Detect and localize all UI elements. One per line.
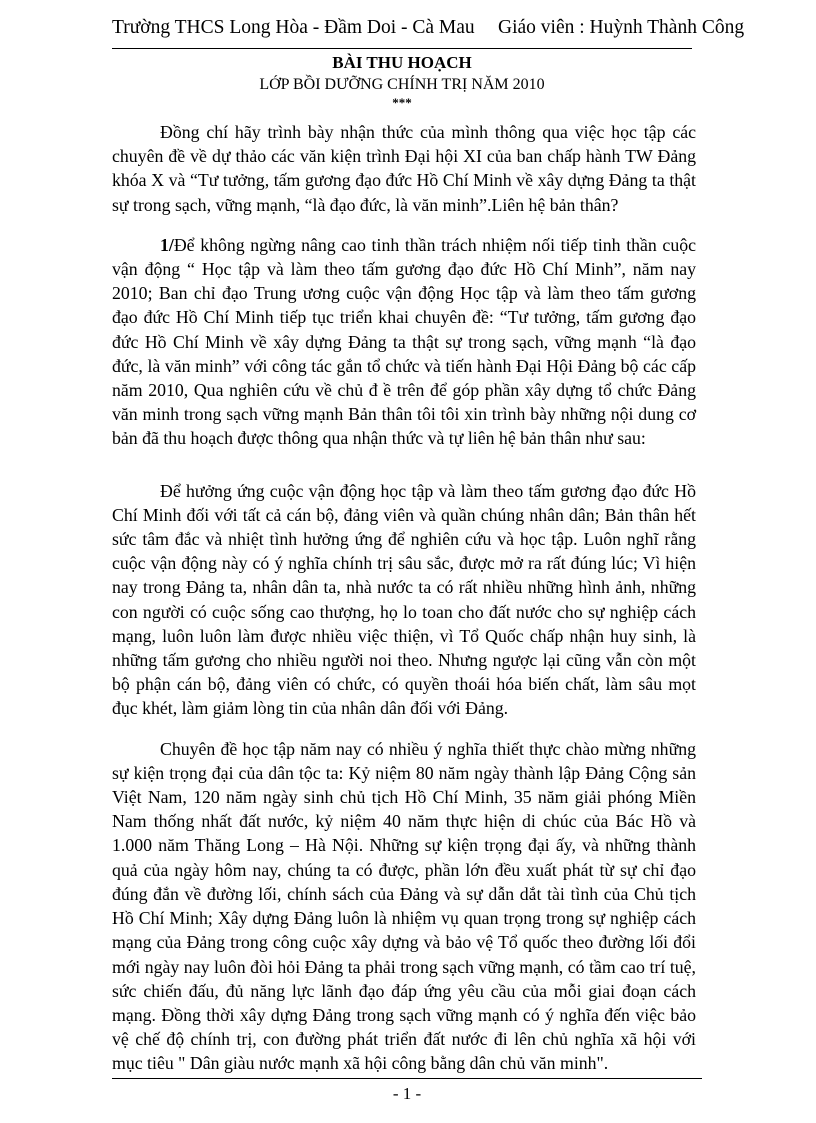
- body-paragraph-2: Để hưởng ứng cuộc vận động học tập và làm theo tấm gương đạo đức Hồ Chí Minh đối với tất cả cán bộ, đảng viên và quần chúng nhân dân; Bản thân hết sức tâm đắc và nhiệt tình hưởng ứng để nghiên cứu và học tập. Luôn nghĩ rằng cuộc vận động này có ý nghĩa chính trị sâu sắc, được mở ra rất đúng lúc; Vì hiện nay trong Đảng ta, nhân dân ta, nhà nước ta có rất nhiều những hình ảnh, những con người có cuộc sống cao thượng, họ lo toan cho đất nước cho sự nghiệp cách mạng, luôn luôn làm được nhiều việc thiện, vì Tổ Quốc chấp nhận huy sinh, là những tấm gương cho nhiều người noi theo. Nhưng ngược lại cũng vẫn còn một bộ phận cán bộ, đảng viên có chức, có quyền thoái hóa biến chất, làm sâu mọt đục khét, làm giảm lòng tin của nhân dân đối với Đảng.: [112, 480, 696, 719]
- section-1-text: Để không ngừng nâng cao tinh thần trách nhiệm nối tiếp tinh thần cuộc vận động “ Học tập và làm theo tấm gương đạo đức Hồ Chí Minh”, năm nay 2010; Ban chỉ đạo Trung ương cuộc vận động Học tập và làm theo tấm gương đạo đức Hồ Chí Minh tiếp tục triển khai chuyên đề: “Tư tưởng, tấm gương đạo đức Hồ Chí Minh về xây dựng Đảng ta thật sự trong sạch, vững mạnh “là đạo đức, là văn minh” với công tác gắn tổ chức và tiến hành Đại Hội Đảng bộ các cấp năm 2010, Qua nghiên cứu về chủ đ ề trên để góp phần xây dựng tổ chức Đảng văn minh trong sạch vững mạnh Bản thân tôi tôi xin trình bày những nội dung cơ bản đã thu hoạch được thông qua nhận thức và tự liên hệ bản thân như sau:: [112, 234, 696, 449]
- document-body: [112, 120, 696, 1076]
- title-separator-stars: ***: [392, 95, 412, 110]
- section-1-label: 1/: [160, 234, 174, 255]
- page-number: - 1 -: [392, 1084, 422, 1103]
- school-name: Trường THCS Long Hòa - Đầm Doi - Cà Mau: [112, 17, 475, 38]
- teacher-name: Giáo viên : Huỳnh Thành Công: [498, 17, 745, 38]
- footer-divider: [112, 1078, 702, 1079]
- section-1-paragraph: [112, 233, 696, 451]
- body-paragraph-3: Chuyên đề học tập năm nay có nhiều ý nghĩa thiết thực chào mừng những sự kiện trọng đại của dân tộc ta: Kỷ niệm 80 năm ngày thành lập Đảng Cộng sản Việt Nam, 120 năm ngày sinh chủ tịch Hồ Chí Minh, 35 năm giải phóng Miền Nam thống nhất đất nước, kỷ niệm 40 năm thực hiện di chúc của Bác Hồ và 1.000 năm Thăng Long – Hà Nội. Những sự kiện trọng đại ấy, và những thành quả của ngày hôm nay, chúng ta có được, phần lớn đều xuất phát từ sự chỉ đạo đúng đắn về đường lối, chính sách của Đảng và sự dẫn dắt tài tình của Chủ tịch Hồ Chí Minh; Xây dựng Đảng luôn là nhiệm vụ quan trọng trong sự nghiệp cách mạng của Đảng trong công cuộc xây dựng và bảo vệ Tổ quốc theo đường lối đổi mới ngày nay luôn đòi hỏi Đảng ta phải trong sạch vững mạnh, có tầm cao trí tuệ, sức chiến đấu, đủ năng lực lãnh đạo đáp ứng yêu cầu của mỗi giai đoạn cách mạng. Đồng thời xây dựng Đảng trong sạch vững mạnh có ý nghĩa đến việc bảo vệ chế độ chính trị, con đường phát triển đất nước đi lên chủ nghĩa xã hội với mục tiêu " Dân giàu nước mạnh xã hội công bằng dân chủ văn minh".: [112, 738, 696, 1074]
- document-title: BÀI THU HOẠCH: [332, 53, 472, 72]
- header-divider: [112, 48, 692, 49]
- document-subtitle: LỚP BỒI DƯỠNG CHÍNH TRỊ NĂM 2010: [259, 76, 545, 93]
- question-paragraph: Đồng chí hãy trình bày nhận thức của mình thông qua việc học tập các chuyên đề về dự thảo các văn kiện trình Đại hội XI của ban chấp hành TW Đảng khóa X và “Tư tưởng, tấm gương đạo đức Hồ Chí Minh về xây dựng Đảng ta thật sự trong sạch, vững mạnh, “là đạo đức, là văn minh”.Liên hệ bản thân?: [112, 122, 696, 215]
